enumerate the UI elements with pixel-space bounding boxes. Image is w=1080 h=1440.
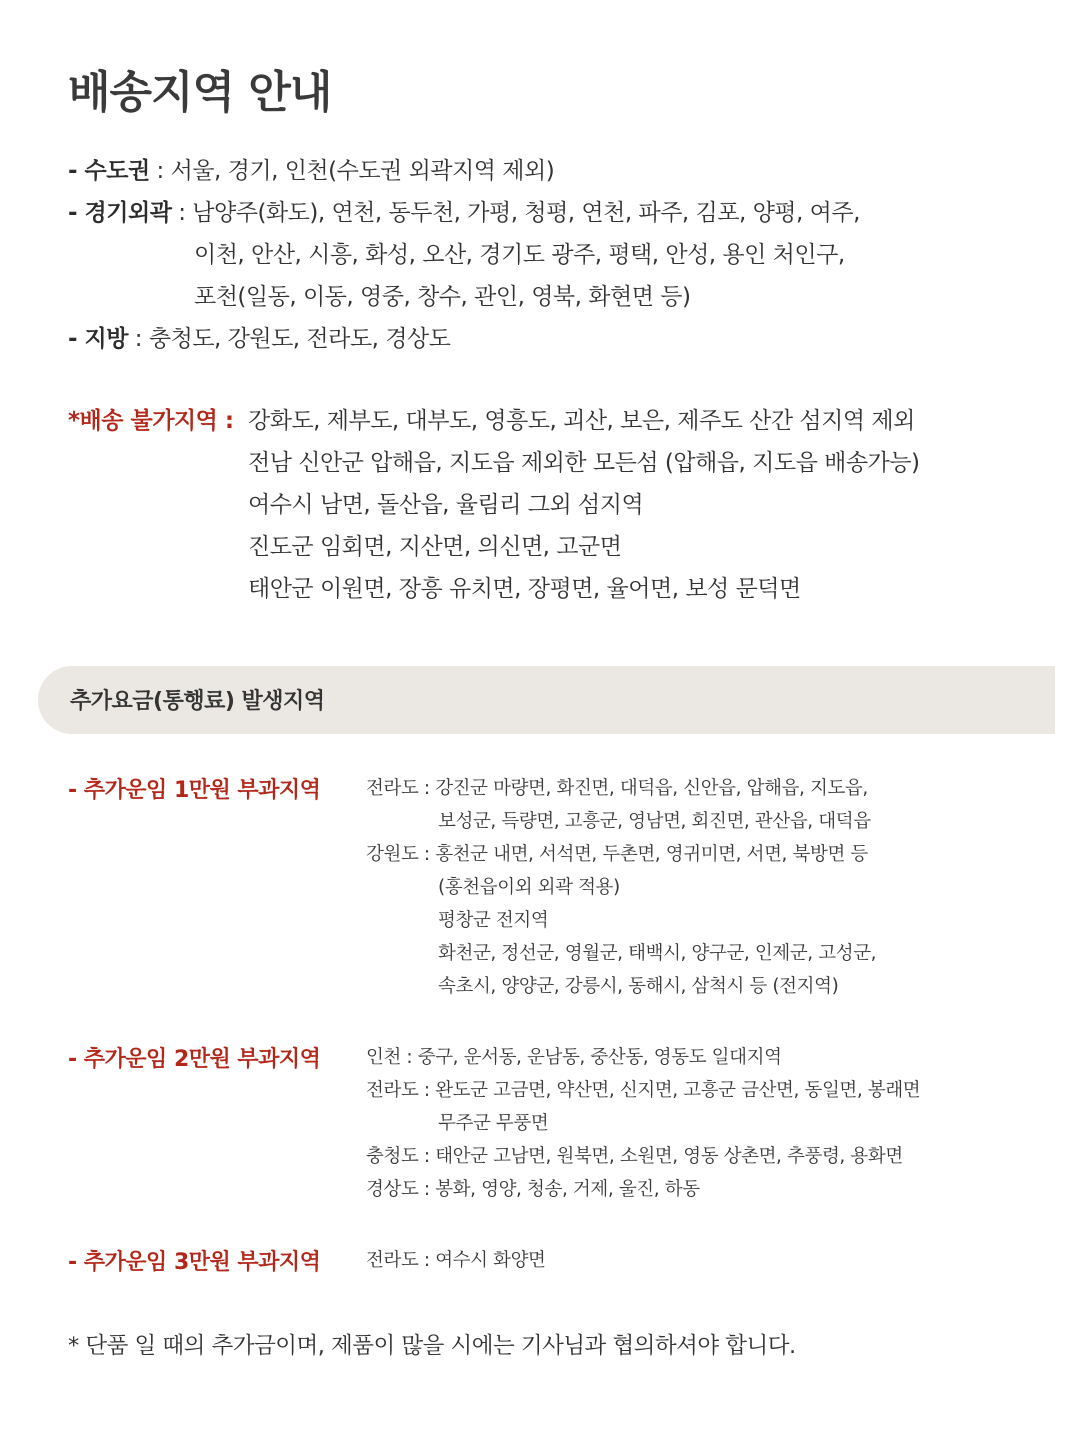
section-1-line-7: 속초시, 양양군, 강릉시, 동해시, 삼척시 등 (전지역) xyxy=(438,976,839,997)
section-1-line-5: 평창군 전지역 xyxy=(438,910,549,931)
surcharge-banner-text: 추가요금(통행료) 발생지역 xyxy=(70,689,325,714)
unavailable-line-5: 태안군 이원면, 장흥 유치면, 장평면, 율어면, 보성 문덕면 xyxy=(248,576,801,602)
section-1-line-4: (홍천읍이외 외곽 적용) xyxy=(438,877,620,898)
section-2-line-1: 인천 : 중구, 운서동, 운남동, 중산동, 영동도 일대지역 xyxy=(366,1047,782,1068)
section-2-line-2: 전라도 : 완도군 고금면, 약산면, 신지면, 고흥군 금산면, 동일면, 봉래면 xyxy=(366,1080,921,1101)
local-region xyxy=(68,320,450,353)
local-label: - 지방 xyxy=(68,326,128,352)
unavailable-line-2: 전남 신안군 압해읍, 지도읍 제외한 모든섬 (압해읍, 지도읍 배송가능) xyxy=(248,450,920,476)
capital-label: - 수도권 xyxy=(68,158,150,184)
unavailable-line-4: 진도군 임회면, 지산면, 의신면, 고군면 xyxy=(248,534,622,560)
section-2-line-4: 충청도 : 태안군 고남면, 원북면, 소원면, 영동 상촌면, 추풍령, 용화면 xyxy=(366,1146,903,1167)
section-1-title: - 추가운임 1만원 부과지역 xyxy=(68,778,321,803)
outer-line-3: 포천(일동, 이동, 영중, 창수, 관인, 영북, 화현면 등) xyxy=(194,284,691,310)
section-1-line-2: 보성군, 득량면, 고흥군, 영남면, 회진면, 관산읍, 대덕읍 xyxy=(438,811,871,832)
local-text: : 충청도, 강원도, 전라도, 경상도 xyxy=(128,326,451,352)
capital-text: : 서울, 경기, 인천(수도권 외곽지역 제외) xyxy=(149,158,555,184)
outer-region xyxy=(68,194,860,227)
outer-line-2: 이천, 안산, 시흥, 화성, 오산, 경기도 광주, 평택, 안성, 용인 처인구, xyxy=(194,242,845,268)
section-3-line-1: 전라도 : 여수시 화양면 xyxy=(366,1250,546,1271)
surcharge-banner xyxy=(38,666,1055,734)
section-1-line-1: 전라도 : 강진군 마량면, 화진면, 대덕읍, 신안읍, 압해읍, 지도읍, xyxy=(366,778,868,799)
section-1-line-6: 화천군, 정선군, 영월군, 태백시, 양구군, 인제군, 고성군, xyxy=(438,943,877,964)
section-1-line-3: 강원도 : 홍천군 내면, 서석면, 두촌면, 영귀미면, 서면, 북방면 등 xyxy=(366,844,868,865)
footnote: * 단품 일 때의 추가금이며, 제품이 많을 시에는 기사님과 협의하셔야 합니다. xyxy=(68,1333,796,1359)
section-3-title: - 추가운임 3만원 부과지역 xyxy=(68,1250,321,1275)
outer-label: - 경기외곽 xyxy=(68,200,172,226)
section-2-line-5: 경상도 : 봉화, 영양, 청송, 거제, 울진, 하동 xyxy=(366,1179,700,1200)
unavailable-line-1: 강화도, 제부도, 대부도, 영흥도, 괴산, 보은, 제주도 산간 섬지역 제외 xyxy=(248,408,915,434)
page-title: 배송지역 안내 xyxy=(68,67,332,118)
outer-line-1: : 남양주(화도), 연천, 동두천, 가평, 청평, 연천, 파주, 김포, 양평, 여주, xyxy=(171,200,860,226)
unavailable-label: *배송 불가지역 : xyxy=(68,408,234,434)
capital-region xyxy=(68,152,554,185)
section-2-title: - 추가운임 2만원 부과지역 xyxy=(68,1047,321,1072)
unavailable-line-3: 여수시 남면, 돌산읍, 율림리 그외 섬지역 xyxy=(248,492,644,518)
section-2-line-3: 무주군 무풍면 xyxy=(438,1113,549,1134)
